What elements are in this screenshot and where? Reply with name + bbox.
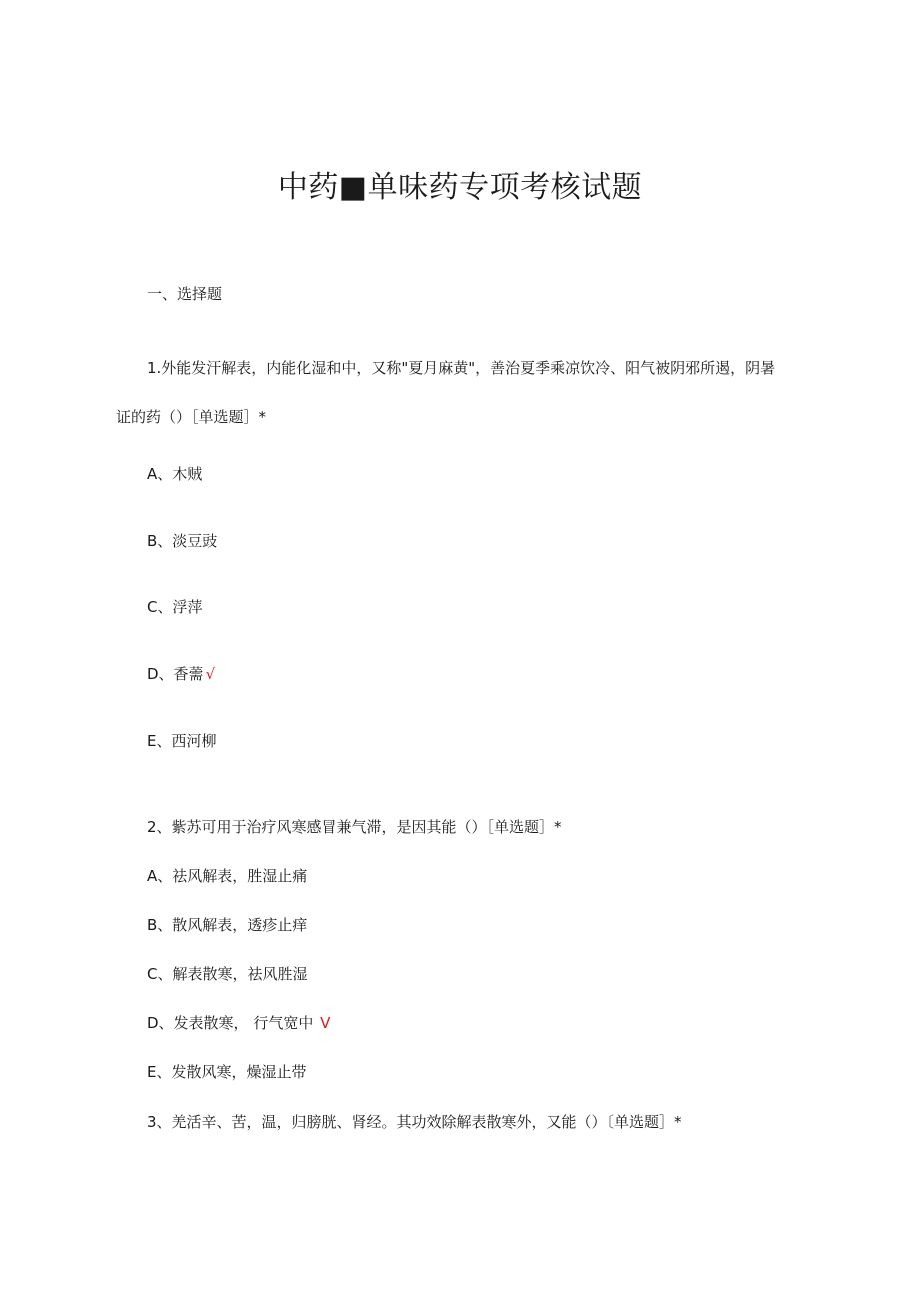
- option-text: E、西河柳: [147, 732, 217, 750]
- page-title: 中药■单味药专项考核试题: [277, 170, 643, 205]
- question-1-stem-line-2: 证的药（）［单选题］*: [116, 408, 267, 426]
- question-1-option-b[interactable]: [147, 530, 217, 552]
- question-2-option-a[interactable]: [147, 865, 307, 887]
- question-3-stem: 3、羌活辛、苦，温，归膀胱、肾经。其功效除解表散寒外，又能（）〔单选题］*: [147, 1113, 682, 1131]
- question-1-stem-line-1: 1.外能发汗解表，内能化湿和中，又称"夏月麻黄"，善治夏季乘凉饮冷、阳气被阴邪所遏，阴暑: [147, 359, 776, 377]
- option-text: D、香薷: [147, 665, 204, 683]
- option-text: B、散风解表，透疹止痒: [147, 916, 308, 934]
- option-text: A、木贼: [147, 465, 203, 483]
- option-text: C、解表散寒，祛风胜湿: [147, 965, 308, 983]
- question-2-option-c[interactable]: [147, 963, 307, 985]
- option-text: D、发表散寒， 行气宽中: [147, 1014, 314, 1032]
- question-1-option-a[interactable]: [147, 463, 202, 485]
- correct-check-icon: √: [205, 665, 216, 683]
- question-2-option-b[interactable]: [147, 914, 307, 936]
- question-1-option-e[interactable]: [147, 730, 216, 752]
- question-2-option-d[interactable]: [147, 1012, 330, 1034]
- option-text: C、浮萍: [147, 598, 203, 616]
- question-2-option-e[interactable]: [147, 1061, 306, 1083]
- question-1-option-d[interactable]: [147, 663, 215, 685]
- correct-check-icon: V: [320, 1014, 331, 1032]
- option-text: E、发散风寒，燥湿止带: [147, 1063, 307, 1081]
- question-2-stem: 2、紫苏可用于治疗风寒感冒兼气滞，是因其能（）［单选题］*: [147, 818, 562, 836]
- section-heading: 一、选择题: [147, 285, 223, 303]
- option-text: B、淡豆豉: [147, 532, 218, 550]
- question-1-option-c[interactable]: [147, 596, 202, 618]
- option-text: A、祛风解表，胜湿止痛: [147, 867, 308, 885]
